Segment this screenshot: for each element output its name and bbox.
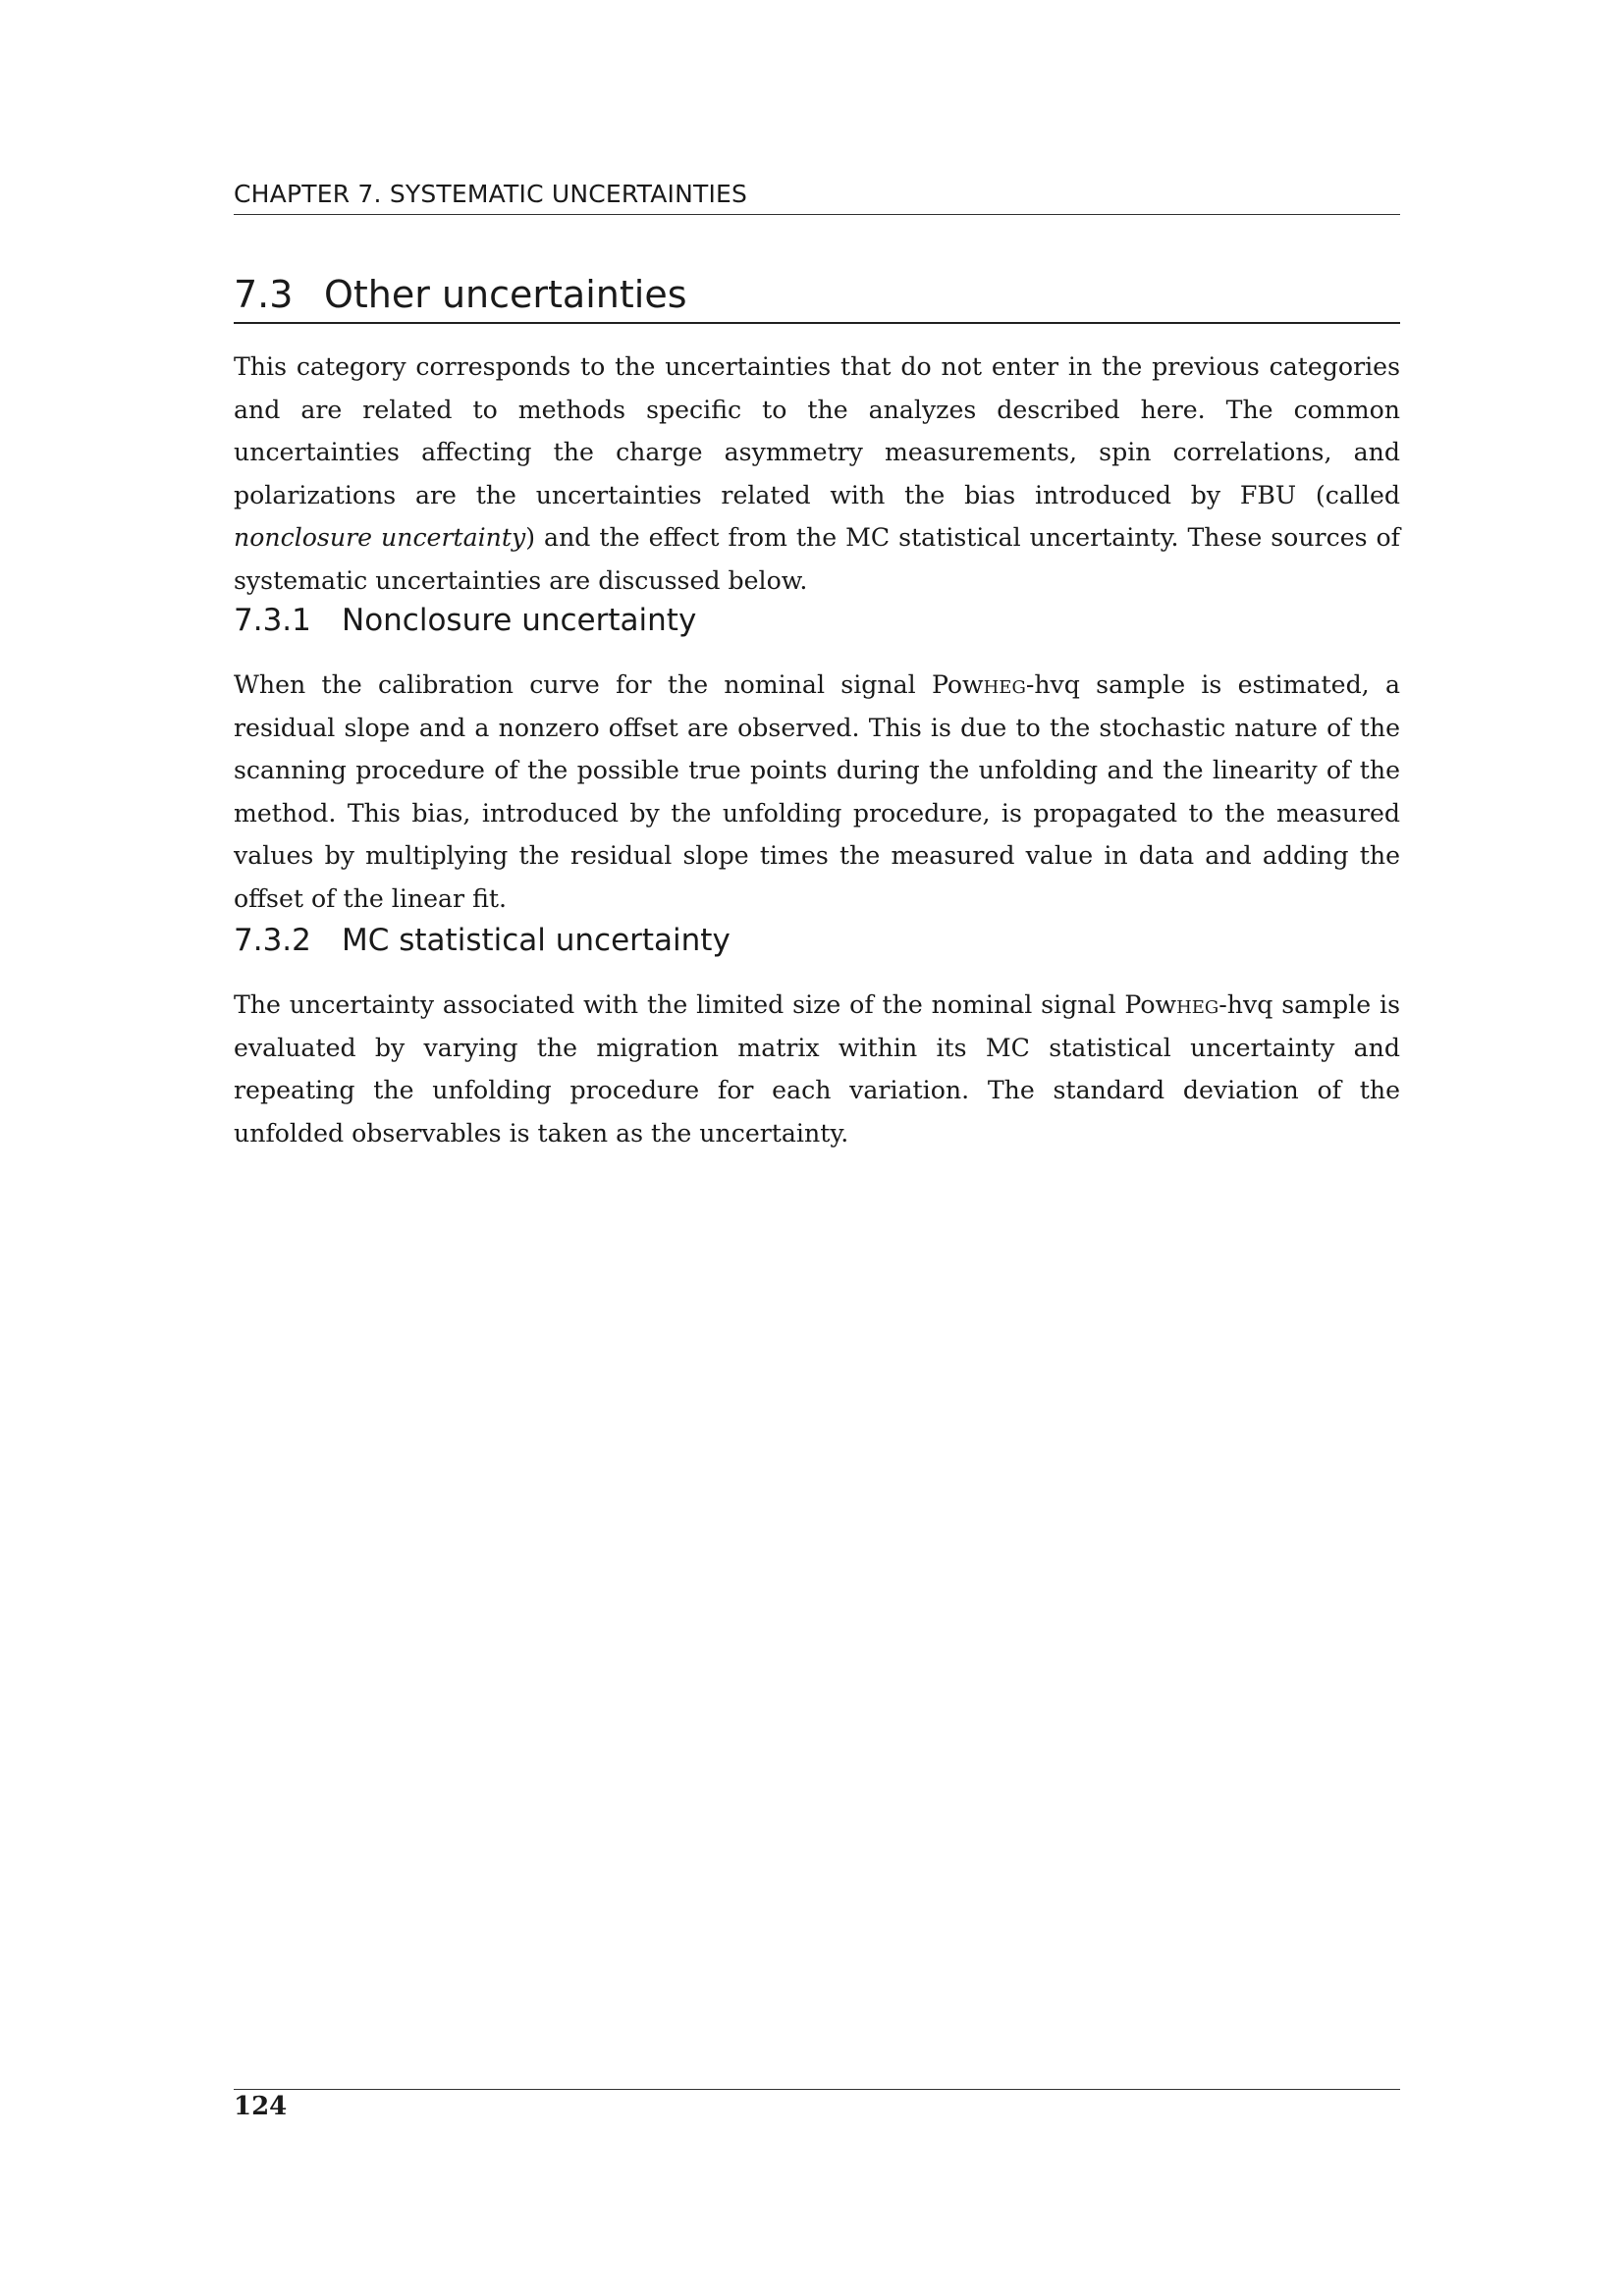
section-title — [234, 273, 1400, 324]
section-title-text: Other uncertainties — [324, 273, 687, 316]
paragraph-text: -hvq sample is estimated, a residual slope and a nonzero offset are observed. This is due to the stochastic nature of the scanning procedure of the possible true points during the unfolding and the linearity of the method. This bias, introduced by the unfolding procedure, is propagated to the measured values by multiplying the residual slope times the measured value in data and adding the offset of the linear fit. — [234, 670, 1400, 913]
page-number: 124 — [234, 2092, 288, 2121]
generator-name-prefix: Pow — [931, 670, 984, 699]
paragraph-text: -hvq sample is evaluated by varying the migration matrix within its MC statistical uncertainty and repeating the unfolding procedure for each variation. The standard deviation of the unfolded observables is taken as the uncertainty. — [234, 990, 1400, 1148]
intro-text-start: This category corresponds to the uncertainties that do not enter in the previous categories and are related to methods specific to the analyzes described here. The common uncertainties affecting the charge asymmetry measurements, spin correlations, and polarizations are the uncertainties related with the bias introduced by FBU (called — [234, 352, 1400, 509]
generator-name-smallcaps: heg — [983, 670, 1026, 699]
subsection-number: 7.3.2 — [234, 923, 311, 958]
subsection-title-text: MC statistical uncertainty — [342, 923, 731, 958]
intro-text-end: ) and the effect from the MC statistical uncertainty. These sources of systematic uncertainties are discussed below. — [234, 523, 1400, 595]
paragraph-text: When the calibration curve for the nominal signal — [234, 670, 932, 699]
mc-statistical-paragraph — [234, 984, 1400, 1154]
paragraph-text: The uncertainty associated with the limited size of the nominal signal — [234, 990, 1125, 1019]
generator-name-smallcaps: heg — [1176, 990, 1219, 1019]
document-page — [234, 0, 1400, 2296]
subsection-number: 7.3.1 — [234, 603, 311, 638]
running-header: CHAPTER 7. SYSTEMATIC UNCERTAINTIES — [234, 180, 1400, 215]
subsection-title-text: Nonclosure uncertainty — [342, 603, 697, 638]
generator-name-prefix: Pow — [1124, 990, 1177, 1019]
nonclosure-paragraph — [234, 664, 1400, 921]
intro-italic-term: nonclosure uncertainty — [234, 523, 526, 553]
subsection-title-nonclosure — [234, 603, 1400, 638]
footer-rule — [234, 2089, 1400, 2090]
section-intro-paragraph — [234, 346, 1400, 603]
subsection-title-mc-statistical — [234, 923, 1400, 958]
section-number: 7.3 — [234, 273, 294, 316]
